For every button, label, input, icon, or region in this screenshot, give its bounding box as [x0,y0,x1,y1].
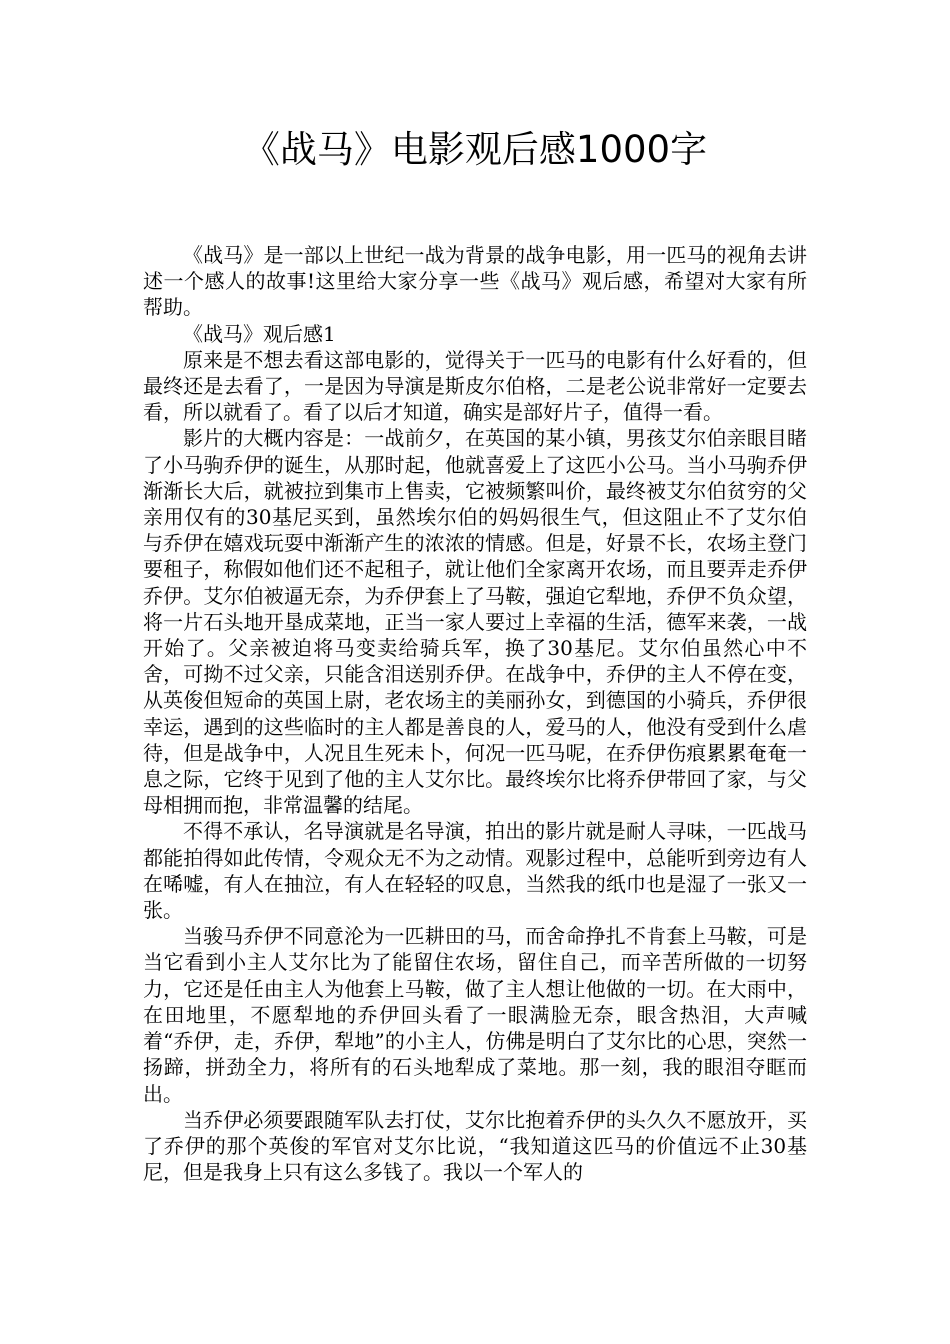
paragraph: 不得不承认，名导演就是名导演，拍出的影片就是耐人寻味，一匹战马都能拍得如此传情，令观众无不为之动情。观影过程中，总能听到旁边有人在唏嘘，有人在抽泣，有人在轻轻的叹息，当然我的纸巾也是湿了一张又一张。 [143,819,807,923]
paragraph: 影片的大概内容是：一战前夕，在英国的某小镇，男孩艾尔伯亲眼目睹了小马驹乔伊的诞生，从那时起，他就喜爱上了这匹小公马。当小马驹乔伊渐渐长大后，就被拉到集市上售卖，它被频繁叫价，最终被艾尔伯贫穷的父亲用仅有的30基尼买到，虽然埃尔伯的妈妈很生气，但这阻止不了艾尔伯与乔伊在嬉戏玩耍中渐渐产生的浓浓的情感。但是，好景不长，农场主登门要租子，称假如他们还不起租子，就让他们全家离开农场，而且要弄走乔伊乔伊。艾尔伯被逼无奈，为乔伊套上了马鞍，强迫它犁地，乔伊不负众望，将一片石头地开垦成菜地，正当一家人要过上幸福的生活，德军来袭，一战开始了。父亲被迫将马变卖给骑兵军，换了30基尼。艾尔伯虽然心中不舍，可拗不过父亲，只能含泪送别乔伊。在战争中，乔伊的主人不停在变，从英俊但短命的英国上尉，老农场主的美丽孙女，到德国的小骑兵，乔伊很幸运，遇到的这些临时的主人都是善良的人，爱马的人，他没有受到什么虐待，但是战争中，人况且生死未卜，何况一匹马呢，在乔伊伤痕累累奄奄一息之际，它终于见到了他的主人艾尔比。最终埃尔比将乔伊带回了家，与父母相拥而抱，非常温馨的结尾。 [143,426,807,818]
document-title: 《战马》电影观后感1000字 [242,128,708,171]
paragraph-intro: 《战马》是一部以上世纪一战为背景的战争电影，用一匹马的视角去讲述一个感人的故事!这里给大家分享一些《战马》观后感，希望对大家有所帮助。 [143,243,807,320]
document-body [143,242,807,1185]
paragraph: 当骏马乔伊不同意沦为一匹耕田的马，而舍命挣扎不肯套上马鞍，可是当它看到小主人艾尔比为了能留住农场，留住自己，而辛苦所做的一切努力，它还是任由主人为他套上马鞍，做了主人想让他做的一切。在大雨中，在田地里，不愿犁地的乔伊回头看了一眼满脸无奈，眼含热泪，大声喊着“乔伊，走，乔伊，犁地”的小主人，仿佛是明白了艾尔比的心思，突然一扬蹄，拼劲全力，将所有的石头地犁成了菜地。那一刻，我的眼泪夺眶而出。 [143,924,807,1106]
paragraph: 当乔伊必须要跟随军队去打仗，艾尔比抱着乔伊的头久久不愿放开，买了乔伊的那个英俊的军官对艾尔比说，“我知道这匹马的价值远不止30基尼，但是我身上只有这么多钱了。我以一个军人的 [143,1107,807,1185]
paragraph: 原来是不想去看这部电影的，觉得关于一匹马的电影有什么好看的，但最终还是去看了，一是因为导演是斯皮尔伯格，二是老公说非常好一定要去看，所以就看了。看了以后才知道，确实是部好片子，值得一看。 [143,347,807,425]
section-heading: 《战马》观后感1 [183,321,336,346]
